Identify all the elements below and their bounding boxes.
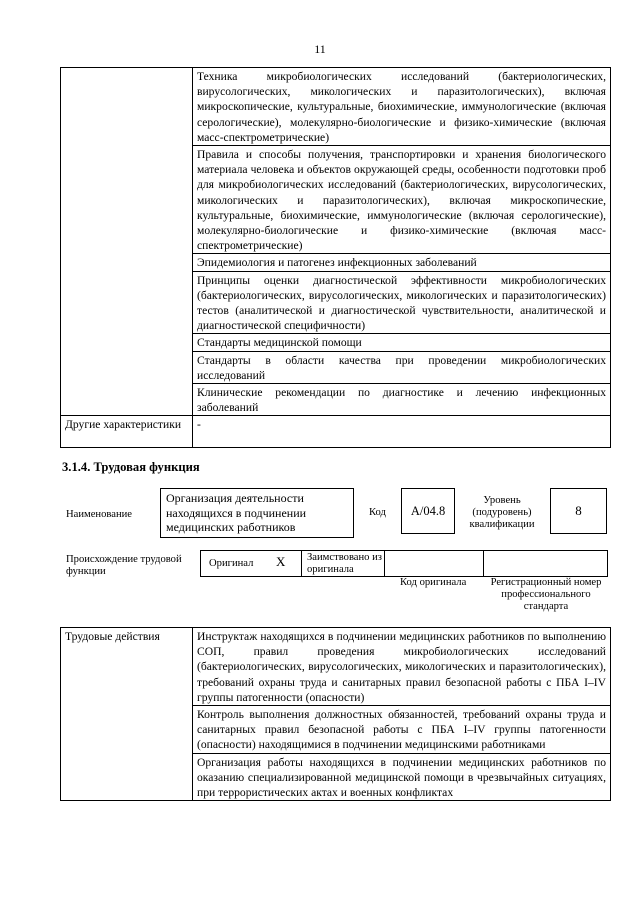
origin-box bbox=[200, 550, 608, 577]
knowledge-item: Эпидемиология и патогенез инфекционных заболеваний bbox=[193, 254, 611, 271]
code-label: Код bbox=[369, 507, 386, 518]
labor-action-item: Организация работы находящихся в подчинении медицинских работников по оказанию специализированной медицинской помощи в чрезвычайных ситуациях, при террористических актах и военных конфликтах bbox=[193, 753, 611, 801]
original-label: Оригинал bbox=[209, 558, 254, 569]
origin-divider bbox=[483, 551, 484, 576]
knowledge-item: Стандарты медицинской помощи bbox=[193, 334, 611, 351]
labor-actions-table bbox=[60, 627, 611, 801]
original-mark: X bbox=[276, 554, 286, 569]
name-label: Наименование bbox=[66, 509, 132, 520]
page-number: 11 bbox=[314, 42, 326, 56]
function-name-box: Организация деятельности находящихся в подчинении медицинских работников bbox=[160, 488, 354, 538]
labor-actions-label: Трудовые действия bbox=[61, 628, 193, 801]
level-box: 8 bbox=[550, 488, 607, 534]
knowledge-item: Техника микробиологических исследований (бактериологических, вирусологических, микологических и паразитологических), включая микроскопические, культуральные, биохимические, иммунологические (включая серологические), молекулярно-биологические и физико-химические (включая масс-спектрометрические) bbox=[193, 68, 611, 146]
origin-divider bbox=[301, 551, 302, 576]
labor-action-item: Контроль выполнения должностных обязанностей, требований охраны труда и санитарных правил безопасной работы с ПБА I–IV группы патогенности (опасности) находящимися в подчинении медицинскими работниками bbox=[193, 706, 611, 754]
code-box: А/04.8 bbox=[401, 488, 455, 534]
borrowed-label: Заимствовано из оригинала bbox=[307, 552, 382, 575]
origin-divider bbox=[384, 551, 385, 576]
knowledge-table bbox=[60, 67, 611, 448]
knowledge-item: Правила и способы получения, транспортировки и хранения биологического материала человека и объектов окружающей среды, особенности подготовки проб для микробиологических исследований (бактериологических, вирусологических, микологических и паразитологических), включая микроскопические, культуральные, биохимические, иммунологические (включая серологические), молекулярно-биологические и физико-химические (включая масс-спектрометрические) bbox=[193, 146, 611, 254]
origin-label: Происхождение трудовой функции bbox=[66, 554, 182, 577]
labor-action-item: Инструктаж находящихся в подчинении медицинских работников по выполнению СОП, правил проведения микробиологических исследований (бактериологических, вирусологических, микологических и паразитологических), требований охраны труда и санитарных правил безопасной работы с ПБА I–IV группы патогенности (опасности) bbox=[193, 628, 611, 706]
other-characteristics-value: - bbox=[193, 416, 611, 448]
knowledge-item: Стандарты в области качества при проведении микробиологических исследований bbox=[193, 351, 611, 383]
knowledge-item: Клинические рекомендации по диагностике и лечению инфекционных заболеваний bbox=[193, 384, 611, 416]
knowledge-label-cell bbox=[61, 68, 193, 416]
code-original-caption: Код оригинала bbox=[400, 577, 467, 588]
level-label: Уровень (подуровень) квалификации bbox=[469, 495, 535, 530]
knowledge-item: Принципы оценки диагностической эффективности микробиологических (бактериологических, вирусологических, микологических и паразитологических) тестов (аналитической и диагностической чувствительности, аналитической и диагностической специфичности) bbox=[193, 271, 611, 334]
other-characteristics-label: Другие характеристики bbox=[61, 416, 193, 448]
registration-number-caption: Регистрационный номер профессионального стандарта bbox=[490, 577, 602, 612]
section-heading: 3.1.4. Трудовая функция bbox=[62, 460, 200, 474]
